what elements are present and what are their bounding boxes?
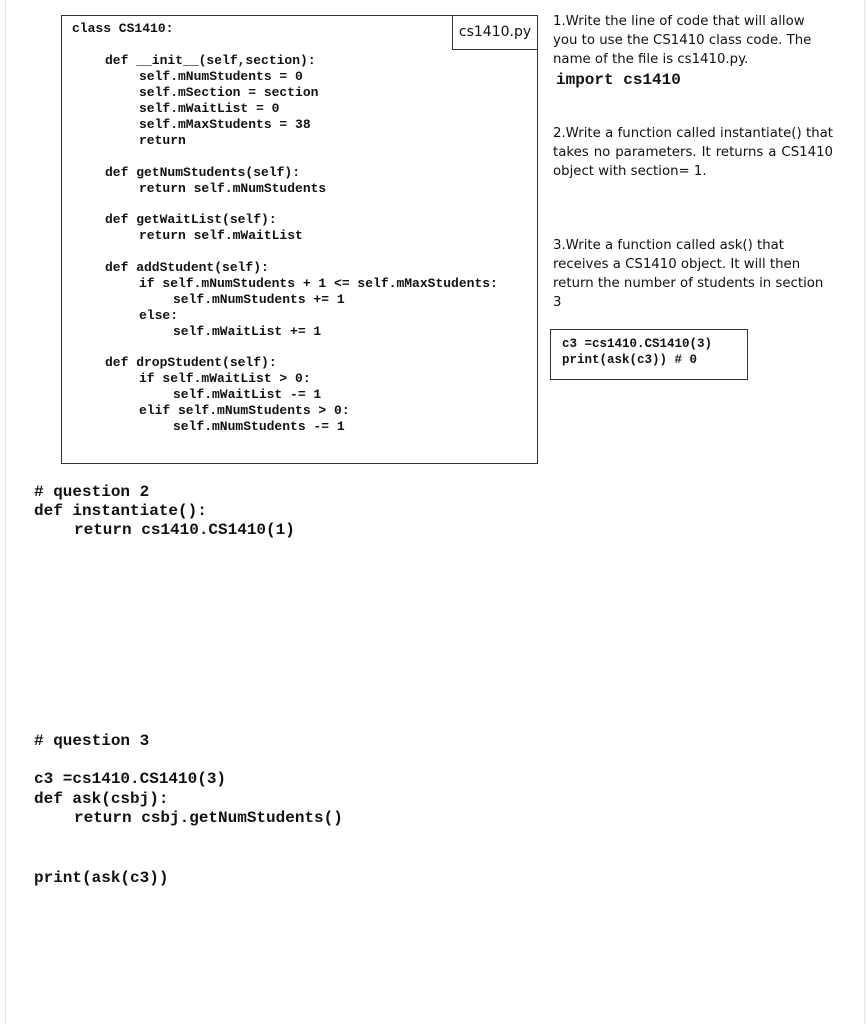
code-line: return self.mWaitList — [139, 228, 303, 243]
code-line: self.mWaitList = 0 — [139, 101, 280, 116]
question-1: 1.Write the line of code that will allow you to use the CS1410 class code. The name of the file is cs1410.py. — [553, 14, 812, 67]
code-line: self.mWaitList -= 1 — [173, 387, 322, 402]
code-line: self.mNumStudents -= 1 — [173, 419, 345, 434]
q3-def-line: def ask(csbj): — [34, 790, 169, 808]
q3-instance-line: c3 =cs1410.CS1410(3) — [34, 770, 227, 788]
code-line-getnumstudents: def getNumStudents(self): — [105, 165, 301, 180]
question-2: 2.Write a function called instantiate() that takes no parameters. It returns a CS1410 object with section= 1. — [553, 126, 833, 179]
code-line-getwaitlist: def getWaitList(self): — [105, 212, 277, 227]
code-line: self.mNumStudents = 0 — [139, 69, 303, 84]
code-line-class: class CS1410: — [72, 21, 174, 36]
code-line: self.mSection = section — [139, 85, 319, 100]
code-line: return — [139, 133, 186, 148]
code-line: self.mWaitList += 1 — [173, 324, 322, 339]
code-line: elif self.mNumStudents > 0: — [139, 403, 350, 418]
code-line: if self.mNumStudents + 1 <= self.mMaxStudents: — [139, 276, 498, 291]
file-name-tab: cs1410.py — [452, 15, 538, 50]
example-line: c3 =cs1410.CS1410(3) — [562, 337, 713, 351]
q3-return-line: return csbj.getNumStudents() — [74, 809, 343, 827]
answer-1-import: import cs1410 — [556, 71, 681, 89]
q2-comment: # question 2 — [34, 483, 150, 501]
q2-return-line: return cs1410.CS1410(1) — [74, 521, 295, 539]
code-line: if self.mWaitList > 0: — [139, 371, 311, 386]
question-3: 3.Write a function called ask() that receives a CS1410 object. It will then return the number of students in section 3 — [553, 238, 824, 310]
code-line: return self.mNumStudents — [139, 181, 327, 196]
code-line: self.mMaxStudents = 38 — [139, 117, 311, 132]
q3-comment: # question 3 — [34, 732, 150, 750]
code-line: self.mNumStudents += 1 — [173, 292, 345, 307]
example-line: print(ask(c3)) # 0 — [562, 353, 698, 367]
q3-print-line: print(ask(c3)) — [34, 869, 169, 887]
code-line-dropstudent: def dropStudent(self): — [105, 355, 277, 370]
code-line-init: def __init__(self,section): — [105, 53, 316, 68]
q2-def-line: def instantiate(): — [34, 502, 207, 520]
code-line-addstudent: def addStudent(self): — [105, 260, 269, 275]
code-line: else: — [139, 308, 179, 323]
